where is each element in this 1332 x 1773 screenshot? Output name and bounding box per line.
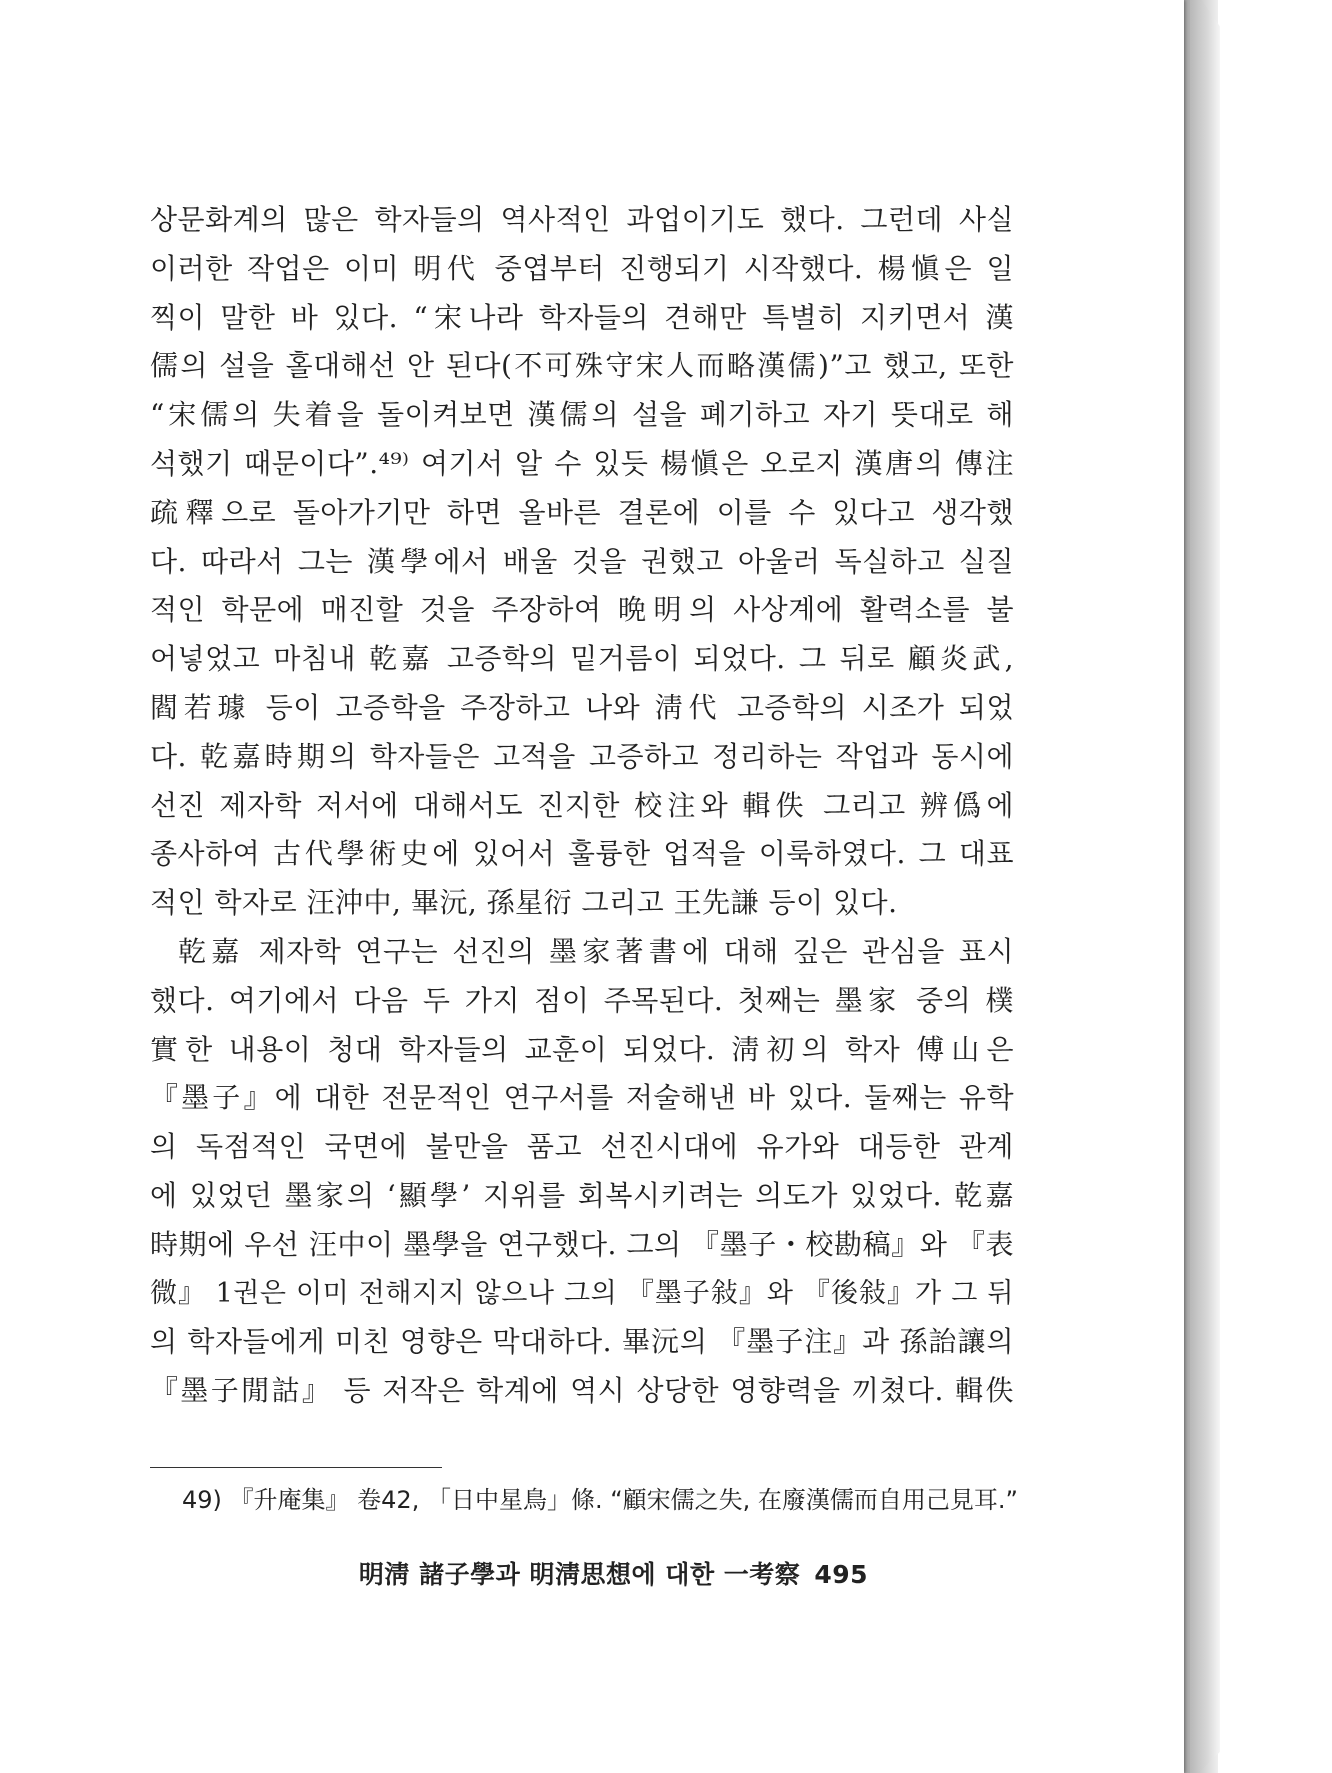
body-line: 의 독점적인 국면에 불만을 품고 선진시대에 유가와 대등한 관계 [150, 1130, 1014, 1164]
footnote: 49) 『升庵集』 卷42, 「日中星鳥」條. “顧宋儒之失, 在廢漢儒而自用己見耳.” [182, 1486, 1018, 1514]
body-line: 이러한 작업은 이미 明代 중엽부터 진행되기 시작했다. 楊愼은 일 [150, 251, 1014, 285]
body-line: 상문화계의 많은 학자들의 역사적인 과업이기도 했다. 그런데 사실 [150, 203, 1014, 236]
body-line: 疏釋으로 돌아가기만 하면 올바른 결론에 이를 수 있다고 생각했 [150, 495, 1014, 529]
body-line: 어넣었고 마침내 乾嘉 고증학의 밑거름이 되었다. 그 뒤로 顧炎武, [150, 642, 1014, 676]
body-text [150, 196, 1014, 1416]
body-line: 微』 1권은 이미 전해지지 않으나 그의 『墨子敍』와 『後敍』가 그 뒤 [150, 1277, 1014, 1309]
body-line: “宋儒의 失着을 돌이켜보면 漢儒의 설을 폐기하고 자기 뜻대로 해 [150, 398, 1014, 432]
body-line: 閻若璩 등이 고증학을 주장하고 나와 淸代 고증학의 시조가 되었 [150, 690, 1014, 724]
running-footer-title: 明淸 諸子學과 明淸思想에 대한 一考察 [358, 1560, 801, 1589]
page-curl-edge [1190, 0, 1220, 1773]
body-line: 『墨子』에 대한 전문적인 연구서를 저술해낸 바 있다. 둘째는 유학 [150, 1081, 1014, 1115]
body-line: 『墨子閒詁』 등 저작은 학계에 역시 상당한 영향력을 끼쳤다. 輯佚 [150, 1374, 1014, 1408]
body-line: 에 있었던 墨家의 ‘顯學’ 지위를 회복시키려는 의도가 있었다. 乾嘉 [150, 1178, 1014, 1212]
paragraph-start-line: 乾嘉 제자학 연구는 선진의 墨家著書에 대해 깊은 관심을 표시 [178, 934, 1014, 968]
body-line: 적인 학문에 매진할 것을 주장하여 晩明의 사상계에 활력소를 불 [150, 593, 1014, 627]
body-line: 時期에 우선 汪中이 墨學을 연구했다. 그의 『墨子・校勘稿』와 『表 [150, 1227, 1014, 1261]
body-line: 實한 내용이 청대 학자들의 교훈이 되었다. 淸初의 학자 傅山은 [150, 1032, 1014, 1066]
body-line: 의 학자들에게 미친 영향은 막대하다. 畢沅의 『墨子注』과 孫詒讓의 [150, 1325, 1014, 1359]
body-line: 종사하여 古代學術史에 있어서 훌륭한 업적을 이룩하였다. 그 대표 [150, 837, 1014, 871]
body-line: 儒의 설을 홀대해선 안 된다(不可殊守宋人而略漢儒)”고 했고, 또한 [150, 349, 1014, 383]
body-line: 다. 따라서 그는 漢學에서 배울 것을 권했고 아울러 독실하고 실질 [150, 544, 1014, 578]
body-line: 다. 乾嘉時期의 학자들은 고적을 고증하고 정리하는 작업과 동시에 [150, 739, 1014, 773]
body-line: 선진 제자학 저서에 대해서도 진지한 校注와 輯佚 그리고 辨僞에 [150, 788, 1014, 822]
paragraph-end-line: 적인 학자로 汪沖中, 畢沅, 孫星衍 그리고 王先謙 등이 있다. [150, 886, 898, 920]
running-footer [359, 1555, 868, 1595]
body-line: 석했기 때문이다”.⁴⁹⁾ 여기서 알 수 있듯 楊愼은 오로지 漢唐의 傳注 [150, 446, 1014, 480]
body-line: 찍이 말한 바 있다. “宋나라 학자들의 견해만 특별히 지키면서 漢 [150, 300, 1014, 334]
body-line: 했다. 여기에서 다음 두 가지 점이 주목된다. 첫째는 墨家 중의 樸 [150, 983, 1014, 1017]
page-number: 495 [814, 1560, 868, 1589]
footnote-divider [150, 1467, 442, 1468]
